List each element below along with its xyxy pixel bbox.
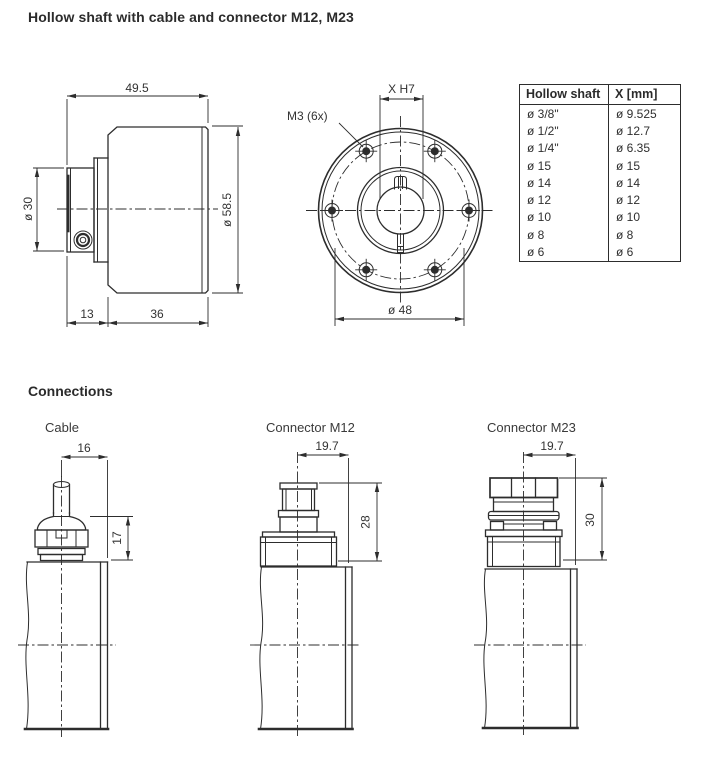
- cell-x: ø 12: [609, 191, 681, 208]
- cable-drawing: [18, 441, 133, 737]
- cell-x: ø 12.7: [609, 122, 681, 139]
- dim-body-length: 36: [150, 307, 164, 321]
- col-header-hollow-shaft: Hollow shaft: [520, 85, 609, 105]
- screws-label: M3 (6x): [287, 109, 328, 123]
- connector-m12-drawing: [250, 439, 382, 737]
- cell-shaft: ø 1/2": [527, 123, 559, 138]
- set-screw-detail: [74, 231, 92, 249]
- connector-m23-label: Connector M23: [487, 420, 576, 435]
- dim-bolt-circle: ø 48: [387, 303, 413, 317]
- page-title: Hollow shaft with cable and connector M12, M23: [28, 9, 354, 25]
- cell-shaft: ø 12: [527, 193, 552, 208]
- m12-dim-offset: 19.7: [315, 439, 339, 453]
- cell-shaft: ø 15: [527, 158, 552, 173]
- dim-bore: X H7: [388, 82, 415, 96]
- cell-shaft: ø 3/8": [527, 106, 559, 121]
- front-view-drawing: [287, 82, 495, 326]
- break-line: [484, 569, 487, 728]
- connections-heading: Connections: [28, 383, 113, 399]
- side-view-drawing: [21, 81, 243, 327]
- cell-x: ø 6: [609, 243, 681, 261]
- connector-m23-drawing: [474, 439, 607, 735]
- cell-x: ø 8: [609, 226, 681, 243]
- cell-shaft: ø 8: [527, 227, 545, 242]
- dim-body-diameter: ø 58.5: [220, 192, 234, 228]
- break-line: [260, 567, 263, 729]
- cable-drawing-label: Cable: [45, 420, 79, 435]
- break-line: [26, 562, 29, 729]
- col-header-x-mm: X [mm]: [609, 85, 681, 105]
- cable-dim-offset: 16: [77, 441, 91, 455]
- dim-hub-length: 13: [80, 307, 94, 321]
- cell-x: ø 15: [609, 157, 681, 174]
- cable-dim-height: 17: [110, 531, 124, 545]
- cell-shaft: ø 1/4": [527, 141, 559, 156]
- cell-x: ø 9.525: [609, 105, 681, 123]
- cell-x: ø 10: [609, 209, 681, 226]
- cell-shaft: ø 10: [527, 210, 552, 225]
- m23-dim-height: 30: [583, 513, 597, 527]
- cell-x: ø 6.35: [609, 140, 681, 157]
- cell-shaft: ø 6: [527, 245, 545, 260]
- cell-x: ø 14: [609, 174, 681, 191]
- cell-shaft: ø 14: [527, 175, 552, 190]
- m23-dim-offset: 19.7: [540, 439, 564, 453]
- connector-m12-label: Connector M12: [266, 420, 355, 435]
- dim-overall-length: 49.5: [125, 81, 149, 95]
- dim-hub-diameter: ø 30: [21, 196, 35, 222]
- m12-dim-height: 28: [358, 515, 373, 529]
